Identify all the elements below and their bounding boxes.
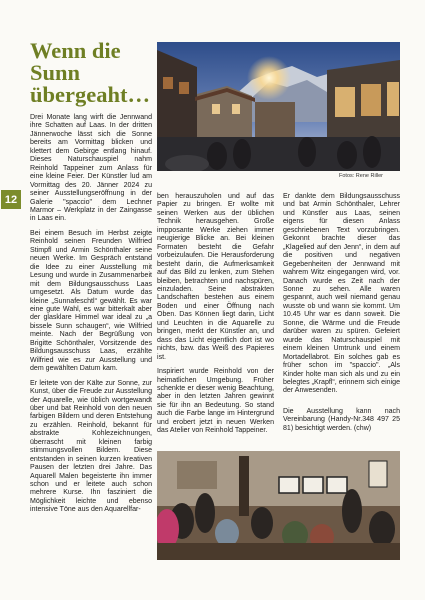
text-column-2 [157,193,274,442]
paragraph: Inspiriert wurde Reinhold von der heimatlichen Umgebung. Früher schenkte er dieser wenig Beachtung, aber in den letzten Jahren gewinnt sie für ihn an Bedeutung. So stand auch die Farbe lange im Hintergrund und erobert jetzt in neuen Werken das Atelier von Reinhold Tappeiner. [157,368,274,435]
title-line-1: Wenn die [30,38,121,63]
text-column-1 [30,114,152,521]
paragraph: ben herauszuholen und auf das Papier zu bringen. Er wollte mit seinen Werken aus der üblichen Technik herausgehen. Große impposante Werke ziehen immer neugierige Blicke an. Bei kleinen Formaten besteht die Gefahr vorbeizulaufen. Die Herausforderung besteht darin, die Aufmerksamkeit auf das Bild zu lenken, zum Stehen bleiben, betrachten und nachspüren, einzuladen. Seine abstrakten Landschaften bestehen aus einem Boden und einer Öffnung nach Oben. Das Können liegt darin, Licht und Leuchten in die Aquarelle zu bringen, merkt der Künstler an, und dass das Licht eigentlich dort ist wo nichts, bzw. das Weiß des Papieres ist. [157,193,274,361]
paragraph: Er leitete von der Kälte zur Sonne, zur Kunst, über die Freude zur Ausstellung der Aquarelle, wie üblich wortgewandt über und bat Reinhold von den neuen farbigen Bildern und deren Entstehung zu erzählen. Reinhold, bekannt für abstrakte Kohlezeichnungen, überrascht mit kleinen farbig stimmungsvollen Bildern. Diese entstanden in seinen kurzen kreativen Pausen der letzten drei Jahre. Das Aquarell Malen begeisterte ihn immer schon und er leitete auch schon mehrere Kurse. Ihn fasziniert die Möglichkeit leichte und ebenso intensive Töne aus den Aquarellfar- [30,379,152,514]
text-column-3 [283,193,400,439]
title-line-2: Sunn [30,60,81,85]
title-line-3: übergeaht… [30,82,150,107]
paragraph: Die Ausstellung kann nach Vereinbarung (Handy-Nr.348 497 25 81) besichtigt werden. (chw) [283,407,400,432]
photo-village-sunrise [157,42,400,171]
page-number: 12 [1,190,21,209]
paragraph: Drei Monate lang wirft die Jennwand ihre Schatten auf Laas. In der dritten Jännerwoche lässt sich die Sonne bereits am Vormittag blicken und klettert dem Gebirge entlang hinauf. Dieses Naturschauspiel nahm Reinhold Tappeiner zum Anlass für eine kleine Feier. Der Künstler lud am Vormittag des 20. Jänner 2024 zu seiner Ausstellungseröffnung in der Galerie "spaccio" dem Lechner Marmor – Werkplatz in der Zaingasse in Laas ein. [30,114,152,223]
article-title [30,40,152,106]
photo-exhibition-audience [157,451,400,560]
paragraph: Er dankte dem Bildungsausschuss und bat Armin Schönthaler, Lehrer und Künstler aus Laas, seinen eigens für diesen Anlass geschriebenen Text vorzubringen. Gekonnt brachte dieser das „Klagelied auf den Jenn“, in dem auf die positiven und negativen Gegebenheiten der Jennwand mit wahrem Witz eingegangen wird, vor. Danach wurde es Zeit nach der Sonne zu sehen. Alle waren gespannt, auch weil niemand genau wusste ob und wann sie kommt. Um 10.45 Uhr war es dann soweit. Die Sonne, die Wärme und die Freude darüber waren zu spüren. Gefeiert wurde das Naturschauspiel mit einem kleinen Umtrunk und einem Mortadellabrot. Ein solches gab es früher schon im "spaccio". „Als Kinder holte man sich als und zu ein belegtes „Krapfl“, erinnern sich einige der Anwesenden. [283,193,400,395]
paragraph: Bei einem Besuch im Herbst zeigte Reinhold seinen Freunden Wilfried Stimpfl und Armin Schönthaler seine neuen Werke. Im Gespräch entstand die Idee zu einer Ausstellung mit Lesung und wurde in Zusammenarbeit mit dem Bildungsausschuss Laas umgesetzt. Als Datum wurde das kleine „Sunnafeschtl“ gewählt. Es war eine gute Wahl, es war bitterkalt aber der glasklare Himmel war ideal zu „a bissele Sunn schaugen“, wie Wilfried meinte. Nach der Begrüßung von Brigitte Schönthaler, Vorsitzende des Bildungsausschuss Laas, erzählte Wilfried wie es zur Ausstellung und dem gewählten Datum kam. [30,229,152,373]
photo-caption: Fotos: Rene Riller [339,173,384,179]
